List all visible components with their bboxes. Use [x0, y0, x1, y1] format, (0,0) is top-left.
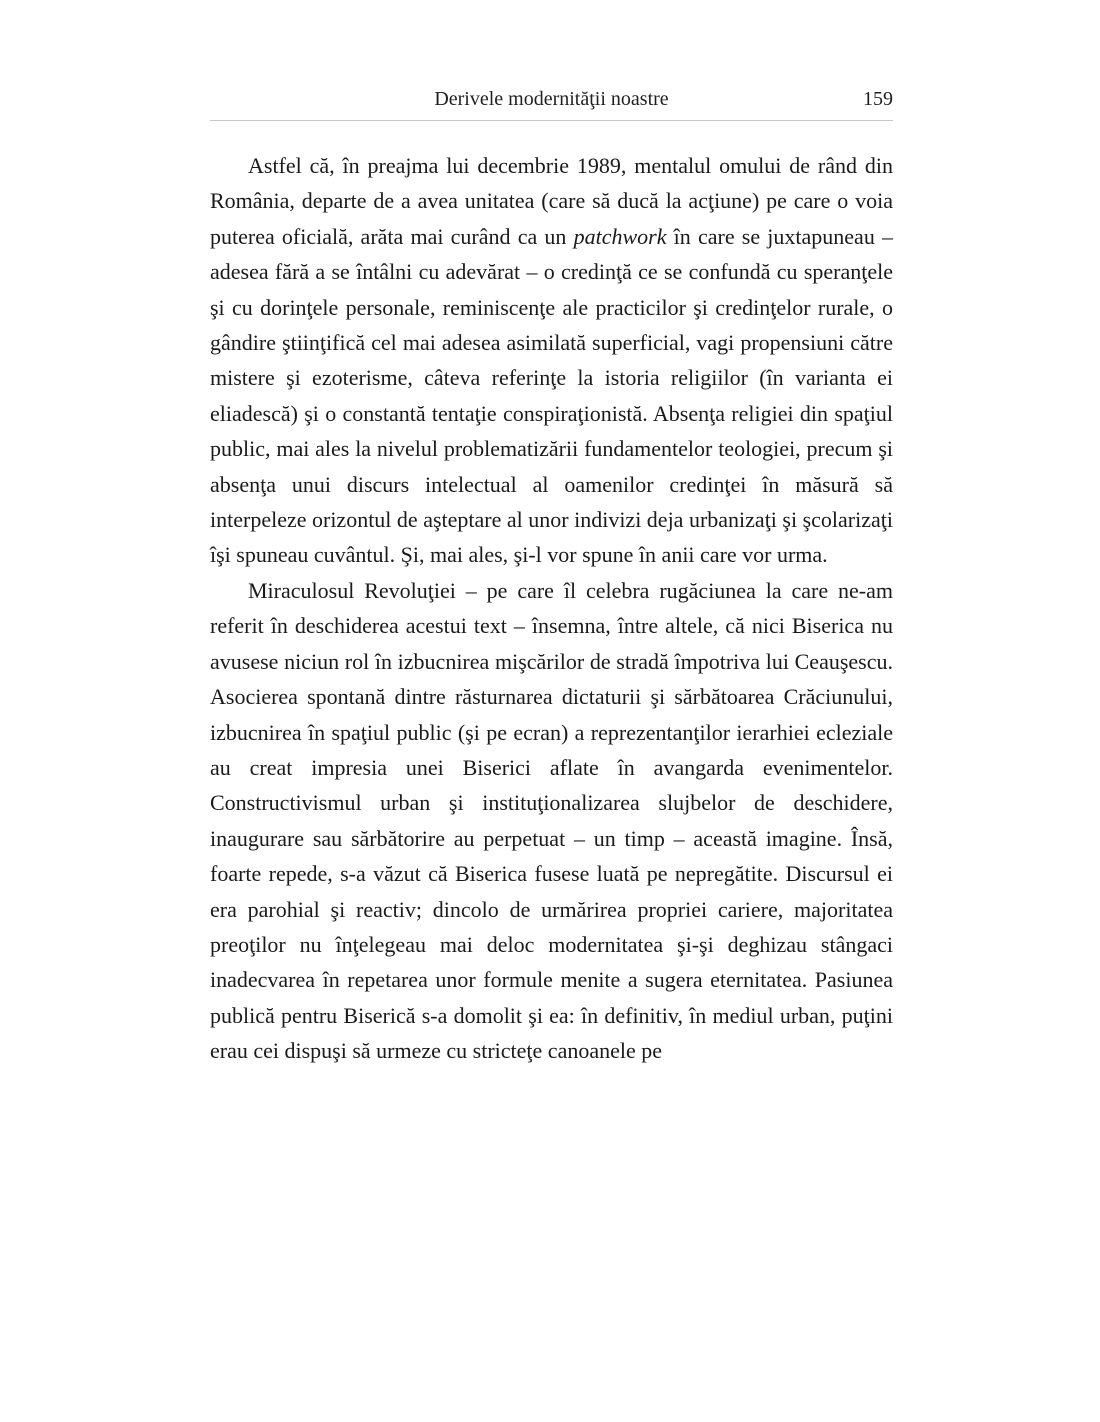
body-text: [210, 148, 893, 1069]
paragraph-2: Miraculosul Revoluţiei – pe care îl celebra rugăciunea la care ne-am referit în deschiderea acestui text – însemna, între altele, că nici Biserica nu avusese niciun rol în izbucnirea mişcărilor de stradă împotriva lui Ceauşescu. Asocierea spontană dintre răsturnarea dictaturii şi sărbătoarea Crăciunului, izbucnirea în spaţiul public (şi pe ecran) a reprezentanţilor ierarhiei ecleziale au creat impresia unei Biserici aflate în avangarda evenimentelor. Constructivismul urban şi instituţionalizarea slujbelor de deschidere, inaugurare sau sărbătorire au perpetuat – un timp – această imagine. Însă, foarte repede, s-a văzut că Biserica fusese luată pe nepregătite. Discursul ei era parohial şi reactiv; dincolo de urmărirea propriei cariere, majoritatea preoţilor nu înţelegeau mai deloc modernitatea şi-şi deghizau stângaci inadecvarea în repetarea unor formule menite a sugera eternitatea. Pasiunea publică pentru Biserică s-a domolit şi ea: în definitiv, în mediul urban, puţini erau cei dispuşi să urmeze cu stricteţe canoanele pe: [210, 577, 893, 1064]
paragraph-1-text-start: Astfel că, în preajma lui decembrie 1989, mentalul omului de rând din România, departe de a avea unitatea (care să ducă la acţiune) pe care o voia puterea oficială, arăta mai curând ca un: [210, 153, 893, 249]
page-number: 159: [863, 88, 893, 110]
page-header: [210, 86, 893, 112]
italic-term: patchwork: [573, 223, 667, 249]
paragraph-1: [210, 148, 893, 573]
paragraph-1-text-end: în care se juxtapuneau – adesea fără a se întâlni cu adevărat – o credinţă ce se confundă cu speranţele şi cu dorinţele personale, reminiscenţe ale practicilor şi credinţelor rurale, o gândire ştiinţifică cel mai adesea asimilată superficial, vagi propensiuni către mistere şi ezoterisme, câteva referinţe la istoria religiilor (în varianta ei eliadescă) şi o constantă tentaţie conspiraţionistă. Absenţa religiei din spaţiul public, mai ales la nivelul problematizării fundamentelor teologiei, precum şi absenţa unui discurs intelectual al oamenilor credinţei în măsură să interpeleze orizontul de aşteptare al unor indivizi deja urbanizaţi şi şcolarizaţi îşi spuneau cuvântul. Şi, mai ales, şi-l vor spune în anii care vor urma.: [210, 223, 894, 568]
header-rule: [210, 120, 893, 121]
running-title: Derivele modernităţii noastre: [434, 88, 669, 110]
